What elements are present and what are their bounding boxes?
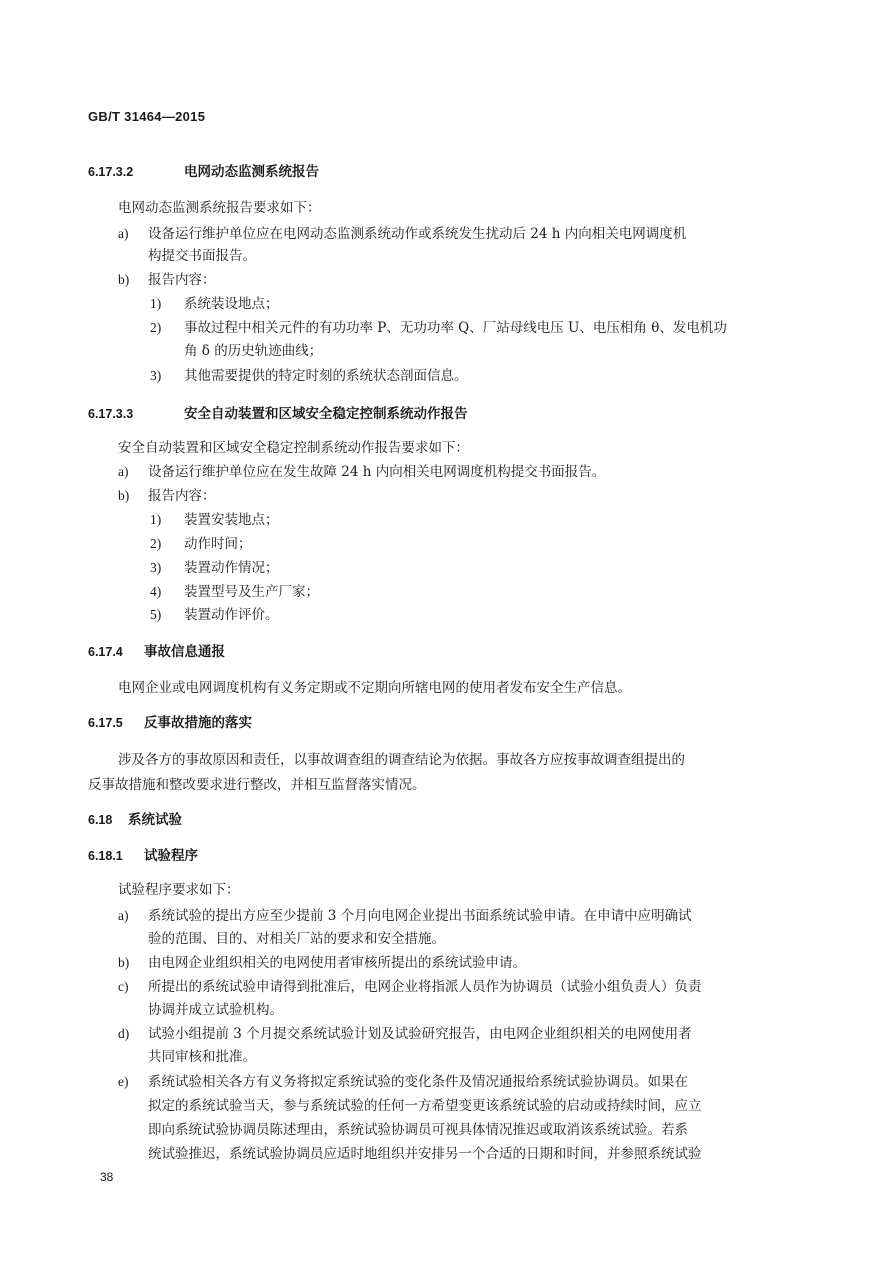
section-heading-6-17-5 bbox=[88, 713, 252, 733]
list-text: 试验小组提前 3 个月提交系统试验计划及试验研究报告，由电网企业组织相关的电网使用者 bbox=[148, 1026, 692, 1042]
section-title: 试验程序 bbox=[144, 848, 198, 864]
sub-list-item bbox=[150, 366, 468, 386]
list-item bbox=[118, 1024, 692, 1044]
sub-list-item bbox=[150, 582, 319, 602]
list-text-continued: 验的范围、目的、对相关厂站的要求和安全措施。 bbox=[148, 931, 445, 947]
list-text: 装置动作情况； bbox=[184, 560, 279, 576]
section-heading-6-18-1 bbox=[88, 846, 198, 866]
list-label: 2) bbox=[150, 536, 162, 551]
standard-code: GB/T 31464—2015 bbox=[88, 109, 206, 124]
list-label: b) bbox=[118, 272, 130, 287]
list-text: 其他需要提供的特定时刻的系统状态剖面信息。 bbox=[184, 368, 468, 384]
list-item bbox=[118, 224, 686, 244]
list-text: 所提出的系统试验申请得到批准后，电网企业将指派人员作为协调员（试验小组负责人）负责 bbox=[148, 979, 702, 995]
sub-list-item bbox=[150, 318, 727, 338]
section-heading-6-17-3-3 bbox=[88, 404, 468, 424]
list-label: 2) bbox=[150, 320, 162, 335]
section-number: 6.17.3.3 bbox=[88, 407, 134, 421]
sub-list-item bbox=[150, 534, 252, 554]
list-item bbox=[118, 270, 216, 290]
sub-list-item bbox=[150, 558, 279, 578]
list-label: a) bbox=[118, 464, 129, 479]
list-text-continued: 共同审核和批准。 bbox=[148, 1049, 256, 1065]
sub-list-item bbox=[150, 605, 279, 625]
list-label: 4) bbox=[150, 584, 162, 599]
list-text: 系统试验的提出方应至少提前 3 个月向电网企业提出书面系统试验申请。在申请中应明确试 bbox=[148, 908, 692, 924]
list-text: 动作时间； bbox=[184, 536, 252, 552]
list-text-continued: 拟定的系统试验当天，参与系统试验的任何一方希望变更该系统试验的启动或持续时间，应立 bbox=[148, 1098, 702, 1114]
list-text: 装置动作评价。 bbox=[184, 607, 279, 623]
section-heading-6-17-4 bbox=[88, 642, 225, 662]
list-text: 装置型号及生产厂家； bbox=[184, 584, 319, 600]
section-number: 6.18.1 bbox=[88, 849, 123, 863]
list-text-continued: 构提交书面报告。 bbox=[148, 248, 256, 264]
list-text: 由电网企业组织相关的电网使用者审核所提出的系统试验申请。 bbox=[148, 955, 526, 971]
section-title: 事故信息通报 bbox=[144, 644, 225, 660]
paragraph-continued: 反事故措施和整改要求进行整改，并相互监督落实情况。 bbox=[88, 777, 426, 793]
section-number: 6.18 bbox=[88, 813, 113, 827]
list-text: 报告内容： bbox=[148, 272, 216, 288]
sub-list-item bbox=[150, 510, 279, 530]
list-text: 事故过程中相关元件的有功功率 P、无功功率 Q、厂站母线电压 U、电压相角 θ、发电机功 bbox=[184, 320, 727, 336]
section-number: 6.17.4 bbox=[88, 645, 123, 659]
paragraph: 试验程序要求如下： bbox=[118, 882, 240, 898]
list-text-continued: 协调并成立试验机构。 bbox=[148, 1002, 283, 1018]
section-number: 6.17.5 bbox=[88, 716, 123, 730]
section-number: 6.17.3.2 bbox=[88, 165, 134, 179]
list-text-continued: 统试验推迟，系统试验协调员应适时地组织并安排另一个合适的日期和时间，并参照系统试验 bbox=[148, 1146, 702, 1162]
list-item bbox=[118, 486, 216, 506]
list-label: 1) bbox=[150, 512, 162, 527]
section-heading-6-17-3-2 bbox=[88, 162, 319, 182]
list-item bbox=[118, 1072, 688, 1092]
list-label: a) bbox=[118, 226, 129, 241]
paragraph: 安全自动装置和区域安全稳定控制系统动作报告要求如下： bbox=[118, 440, 469, 456]
list-label: c) bbox=[118, 979, 129, 994]
list-text: 报告内容： bbox=[148, 488, 216, 504]
list-text: 系统试验相关各方有义务将拟定系统试验的变化条件及情况通报给系统试验协调员。如果在 bbox=[148, 1074, 688, 1090]
list-item bbox=[118, 953, 526, 973]
list-label: 3) bbox=[150, 368, 162, 383]
list-text: 设备运行维护单位应在电网动态监测系统动作或系统发生扰动后 24 h 内向相关电网调度机 bbox=[148, 226, 687, 242]
list-text-continued: 角 δ 的历史轨迹曲线； bbox=[184, 343, 323, 359]
section-title: 电网动态监测系统报告 bbox=[184, 164, 319, 180]
list-text: 设备运行维护单位应在发生故障 24 h 内向相关电网调度机构提交书面报告。 bbox=[148, 464, 606, 480]
page-number: 38 bbox=[100, 1170, 114, 1184]
section-title: 反事故措施的落实 bbox=[144, 715, 252, 731]
list-item bbox=[118, 906, 692, 926]
list-text: 系统装设地点； bbox=[184, 296, 279, 312]
paragraph: 电网动态监测系统报告要求如下： bbox=[118, 200, 321, 216]
list-label: a) bbox=[118, 908, 129, 923]
section-heading-6-18 bbox=[88, 810, 182, 830]
list-label: 5) bbox=[150, 607, 162, 622]
list-label: 1) bbox=[150, 296, 162, 311]
paragraph: 电网企业或电网调度机构有义务定期或不定期向所辖电网的使用者发布安全生产信息。 bbox=[118, 680, 631, 696]
list-label: d) bbox=[118, 1026, 130, 1041]
list-label: 3) bbox=[150, 560, 162, 575]
paragraph: 涉及各方的事故原因和责任，以事故调查组的调查结论为依据。事故各方应按事故调查组提出的 bbox=[118, 752, 685, 768]
list-label: e) bbox=[118, 1074, 129, 1089]
section-title: 安全自动装置和区域安全稳定控制系统动作报告 bbox=[184, 406, 468, 422]
list-item bbox=[118, 462, 605, 482]
list-text: 装置安装地点； bbox=[184, 512, 279, 528]
list-item bbox=[118, 977, 702, 997]
section-title: 系统试验 bbox=[128, 812, 182, 828]
list-text-continued: 即向系统试验协调员陈述理由，系统试验协调员可视具体情况推迟或取消该系统试验。若系 bbox=[148, 1122, 688, 1138]
sub-list-item bbox=[150, 294, 279, 314]
list-label: b) bbox=[118, 955, 130, 970]
list-label: b) bbox=[118, 488, 130, 503]
